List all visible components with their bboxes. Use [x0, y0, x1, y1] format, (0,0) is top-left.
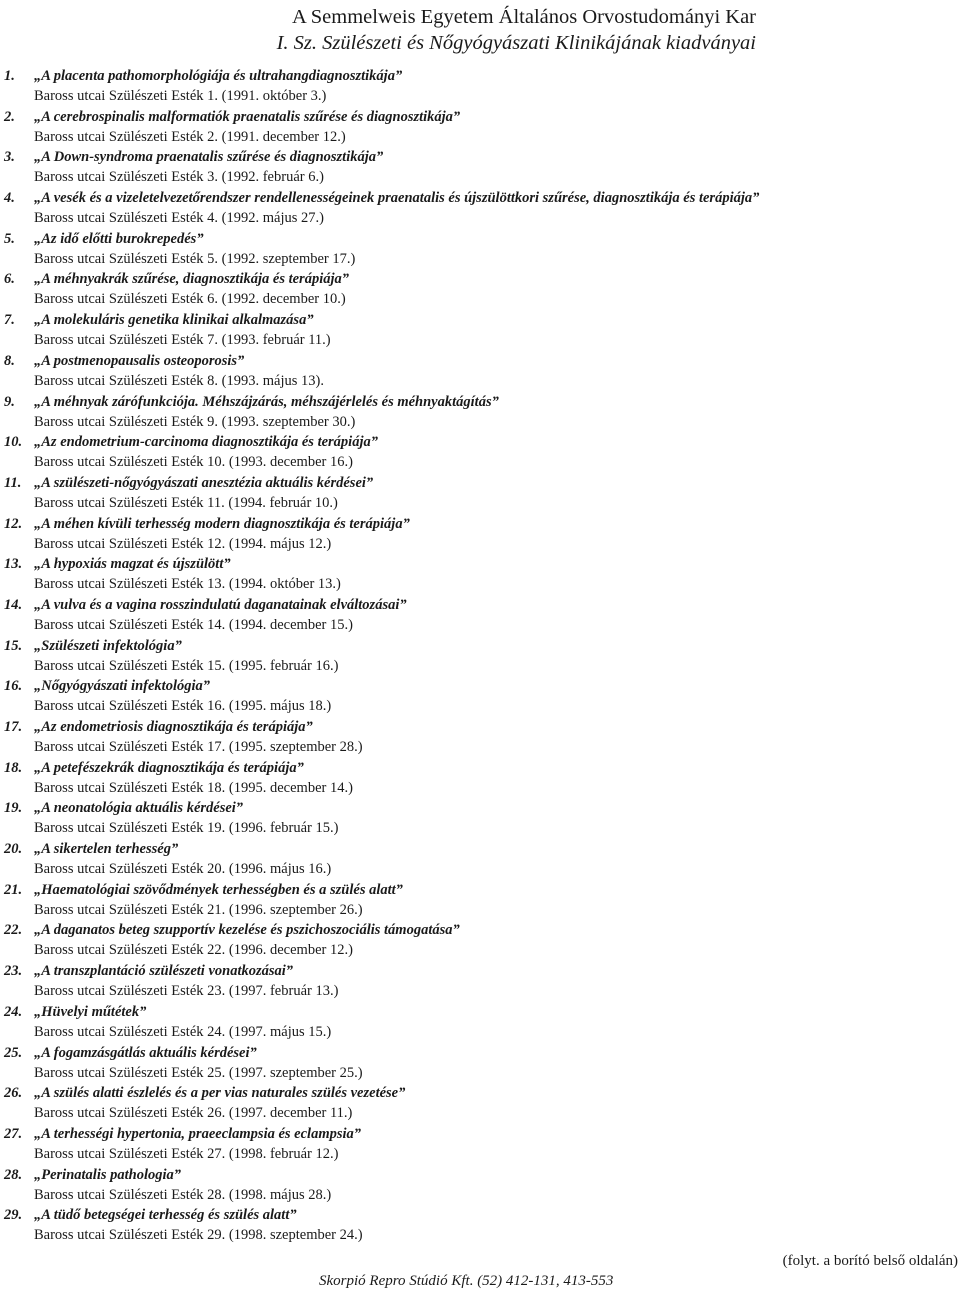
- list-item: [0, 108, 960, 149]
- item-number: 2.: [4, 108, 15, 125]
- item-series-info: Baross utcai Szülészeti Esték 23. (1997. február 13.): [34, 983, 339, 1000]
- item-number: 10.: [4, 434, 23, 451]
- item-series-info: Baross utcai Szülészeti Esték 17. (1995. szeptember 28.): [34, 739, 363, 755]
- item-title: „A méhnyak zárófunkciója. Méhszájzárás, méhszájérlelés és méhnyaktágítás”: [34, 393, 499, 410]
- list-item: [0, 270, 960, 311]
- item-series-info: Baross utcai Szülészeti Esték 24. (1997. május 15.): [34, 1023, 332, 1040]
- item-title: „Hüvelyi műtétek”: [34, 1003, 147, 1020]
- item-title: „A szülés alatti észlelés és a per vias naturales szülés vezetése”: [34, 1085, 406, 1102]
- list-item: [0, 759, 960, 800]
- item-series-info: Baross utcai Szülészeti Esték 15. (1995. február 16.): [34, 657, 339, 674]
- item-series-info: Baross utcai Szülészeti Esték 28. (1998. május 28.): [34, 1186, 332, 1203]
- item-number: 22.: [4, 922, 23, 939]
- list-item: [0, 433, 960, 474]
- page-header: [277, 4, 756, 56]
- item-title: „A terhességi hypertonia, praeeclampsia és eclampsia”: [34, 1125, 362, 1142]
- list-item: [0, 148, 960, 189]
- item-series-info: Baross utcai Szülészeti Esték 22. (1996. december 12.): [34, 942, 353, 959]
- item-series-info: Baross utcai Szülészeti Esték 1. (1991. október 3.): [34, 88, 327, 104]
- item-series-info: Baross utcai Szülészeti Esték 9. (1993. szeptember 30.): [34, 413, 356, 430]
- list-item: [0, 555, 960, 596]
- item-number: 6.: [4, 271, 15, 288]
- list-item: [0, 799, 960, 840]
- item-series-info: Baross utcai Szülészeti Esték 2. (1991. december 12.): [34, 128, 346, 145]
- item-series-info: Baross utcai Szülészeti Esték 16. (1995. május 18.): [34, 698, 332, 715]
- list-item: [0, 230, 960, 271]
- item-series-info: Baross utcai Szülészeti Esték 25. (1997. szeptember 25.): [34, 1064, 363, 1081]
- item-number: 28.: [4, 1166, 23, 1183]
- list-item: [0, 596, 960, 637]
- item-number: 20.: [4, 841, 23, 858]
- item-number: 19.: [4, 800, 23, 817]
- list-item: [0, 189, 960, 230]
- list-item: [0, 1084, 960, 1125]
- item-number: 3.: [4, 149, 15, 166]
- item-title: „Perinatalis pathologia”: [34, 1166, 182, 1183]
- item-title: „A postmenopausalis osteoporosis”: [34, 352, 245, 369]
- item-series-info: Baross utcai Szülészeti Esték 4. (1992. május 27.): [34, 210, 324, 227]
- item-title: „A sikertelen terhesség”: [34, 841, 179, 858]
- item-number: 21.: [4, 881, 23, 898]
- item-number: 4.: [4, 190, 15, 207]
- list-item: [0, 840, 960, 881]
- list-item: [0, 637, 960, 678]
- item-title: „Nőgyógyászati infektológia”: [34, 678, 211, 695]
- item-number: 25.: [4, 1044, 23, 1061]
- item-series-info: Baross utcai Szülészeti Esték 13. (1994. október 13.): [34, 576, 341, 593]
- list-item: [0, 1044, 960, 1085]
- item-title: „A transzplantáció szülészeti vonatkozásai”: [34, 963, 294, 980]
- list-item: [0, 67, 960, 108]
- item-number: 1.: [4, 68, 15, 84]
- item-number: 23.: [4, 963, 23, 980]
- list-item: [0, 393, 960, 434]
- item-number: 12.: [4, 515, 23, 532]
- item-title: „A vulva és a vagina rosszindulatú daganatainak elváltozásai”: [34, 596, 407, 613]
- item-title: „A cerebrospinalis malformatiók praenatalis szűrése és diagnosztikája”: [34, 108, 461, 125]
- item-title: „A szülészeti-nőgyógyászati anesztézia aktuális kérdései”: [34, 474, 374, 491]
- list-item: [0, 474, 960, 515]
- item-series-info: Baross utcai Szülészeti Esték 3. (1992. február 6.): [34, 169, 324, 186]
- item-number: 7.: [4, 312, 15, 329]
- item-series-info: Baross utcai Szülészeti Esték 19. (1996. február 15.): [34, 820, 339, 837]
- item-title: „Haematológiai szövődmények terhességben és a szülés alatt”: [34, 881, 403, 898]
- list-item: [0, 352, 960, 393]
- item-number: 18.: [4, 759, 23, 776]
- item-series-info: Baross utcai Szülészeti Esték 10. (1993. december 16.): [34, 454, 353, 471]
- item-title: „A placenta pathomorphológiája és ultrahangdiagnosztikája”: [34, 68, 403, 84]
- item-number: 13.: [4, 556, 23, 573]
- item-title: „Szülészeti infektológia”: [34, 637, 182, 654]
- item-title: „A méhen kívüli terhesség modern diagnosztikája és terápiája”: [34, 515, 410, 532]
- list-item: [0, 1003, 960, 1044]
- item-number: 17.: [4, 719, 23, 735]
- item-title: „A tüdő betegségei terhesség és szülés alatt”: [34, 1207, 297, 1224]
- item-title: „A fogamzásgátlás aktuális kérdései”: [34, 1044, 257, 1061]
- item-number: 15.: [4, 637, 23, 654]
- continued-note: (folyt. a borító belső oldalán): [782, 1253, 958, 1269]
- list-item: [0, 1166, 960, 1207]
- list-item: [0, 1206, 960, 1247]
- list-item: [0, 718, 960, 759]
- item-number: 27.: [4, 1125, 23, 1142]
- item-title: „A molekuláris genetika klinikai alkalmazása”: [34, 312, 314, 329]
- item-series-info: Baross utcai Szülészeti Esték 11. (1994. február 10.): [34, 494, 338, 511]
- item-series-info: Baross utcai Szülészeti Esték 12. (1994. május 12.): [34, 535, 332, 552]
- list-item: [0, 881, 960, 922]
- list-item: [0, 311, 960, 352]
- list-item: [0, 677, 960, 718]
- item-number: 11.: [4, 474, 22, 491]
- item-title: „A petefészekrák diagnosztikája és terápiája”: [34, 759, 304, 776]
- item-series-info: Baross utcai Szülészeti Esték 7. (1993. február 11.): [34, 332, 331, 349]
- item-number: 16.: [4, 678, 23, 695]
- item-title: „A vesék és a vizeletelvezetőrendszer rendellenességeinek praenatalis és újszülöttkori szűrése, diagnosztikája és terápiája”: [34, 190, 760, 207]
- item-number: 9.: [4, 393, 15, 410]
- item-title: „A neonatológia aktuális kérdései”: [34, 800, 244, 817]
- item-number: 14.: [4, 596, 23, 613]
- printer-footer: Skorpió Repro Stúdió Kft. (52) 412-131, 413-553: [319, 1273, 614, 1289]
- item-title: „Az endometriosis diagnosztikája és terápiája”: [34, 719, 313, 735]
- list-item: [0, 1125, 960, 1166]
- list-item: [0, 962, 960, 1003]
- item-number: 29.: [4, 1207, 23, 1224]
- item-number: 26.: [4, 1085, 23, 1102]
- item-title: „A daganatos beteg szupportív kezelése és pszichoszociális támogatása”: [34, 922, 460, 939]
- item-number: 5.: [4, 230, 15, 247]
- item-series-info: Baross utcai Szülészeti Esték 8. (1993. május 13).: [34, 372, 324, 389]
- item-number: 8.: [4, 352, 15, 369]
- list-item: [0, 515, 960, 556]
- publication-list: [0, 67, 960, 1247]
- list-item: [0, 921, 960, 962]
- item-title: „Az endometrium-carcinoma diagnosztikája és terápiája”: [34, 434, 378, 451]
- item-title: „Az idő előtti burokrepedés”: [34, 230, 204, 247]
- item-series-info: Baross utcai Szülészeti Esték 5. (1992. szeptember 17.): [34, 250, 356, 267]
- item-title: „A méhnyakrák szűrése, diagnosztikája és terápiája”: [34, 271, 350, 288]
- item-series-info: Baross utcai Szülészeti Esték 14. (1994. december 15.): [34, 616, 353, 633]
- header-title-line-2: I. Sz. Szülészeti és Nőgyógyászati Klinikájának kiadványai: [276, 32, 756, 54]
- item-series-info: Baross utcai Szülészeti Esték 6. (1992. december 10.): [34, 291, 346, 308]
- item-series-info: Baross utcai Szülészeti Esték 27. (1998. február 12.): [34, 1145, 339, 1162]
- header-title-line-1: A Semmelweis Egyetem Általános Orvostudományi Kar: [291, 6, 756, 28]
- item-number: 24.: [4, 1003, 23, 1020]
- item-series-info: Baross utcai Szülészeti Esték 18. (1995. december 14.): [34, 779, 353, 796]
- item-series-info: Baross utcai Szülészeti Esték 21. (1996. szeptember 26.): [34, 901, 363, 918]
- item-series-info: Baross utcai Szülészeti Esték 26. (1997. december 11.): [34, 1105, 353, 1122]
- item-series-info: Baross utcai Szülészeti Esték 20. (1996. május 16.): [34, 861, 332, 878]
- item-series-info: Baross utcai Szülészeti Esték 29. (1998. szeptember 24.): [34, 1227, 363, 1244]
- item-title: „A hypoxiás magzat és újszülött”: [34, 556, 231, 573]
- item-title: „A Down-syndroma praenatalis szűrése és diagnosztikája”: [34, 149, 384, 166]
